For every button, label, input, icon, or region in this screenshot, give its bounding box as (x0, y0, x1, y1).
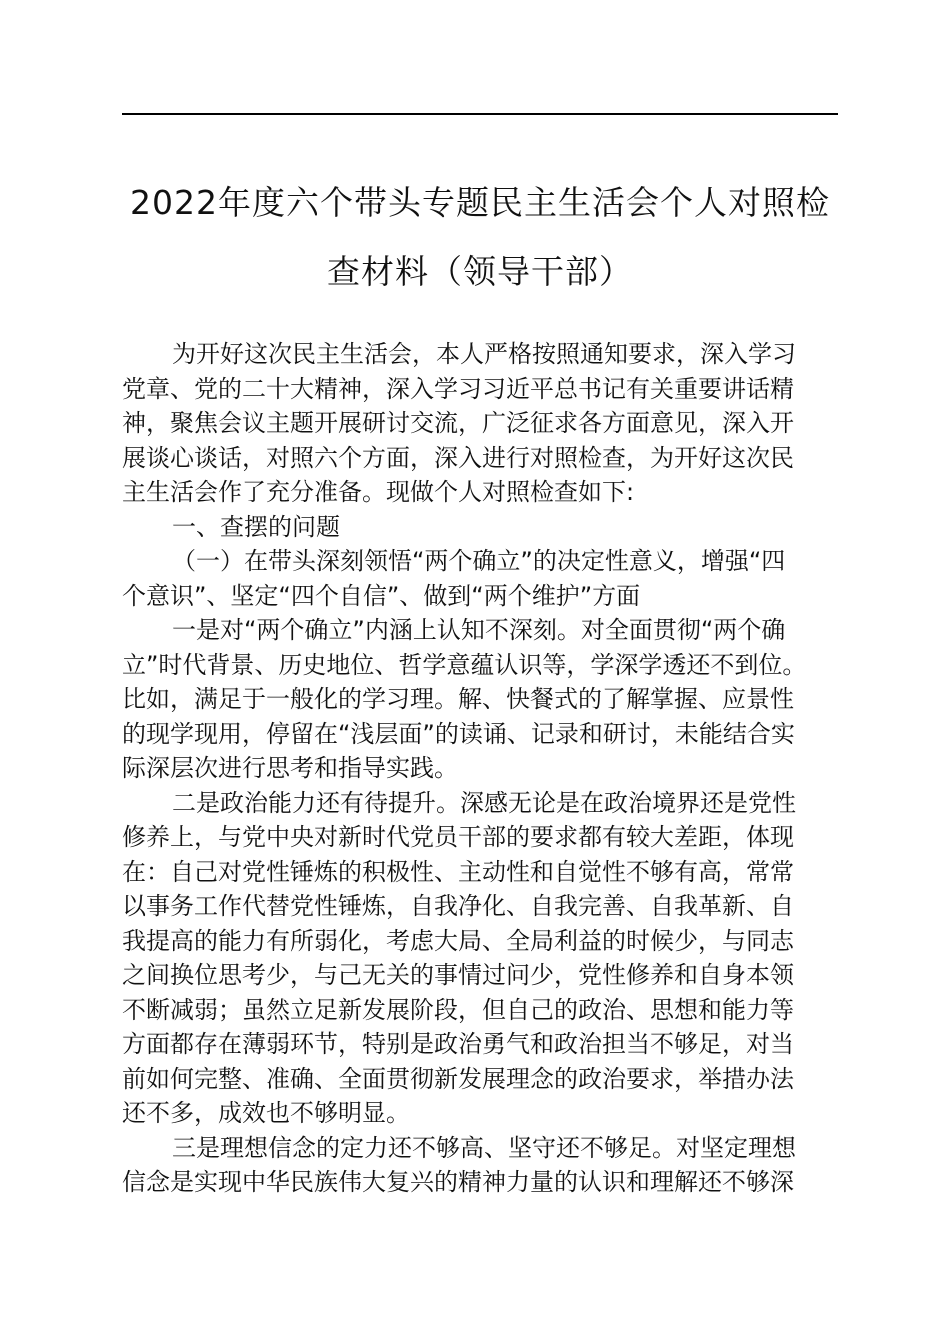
document-title (110, 168, 850, 306)
text-line: 二是政治能力还有待提升。深感无论是在政治境界还是党性 (172, 788, 796, 817)
text-line: 不断减弱；虽然立足新发展阶段，但自己的政治、思想和能力等 (122, 995, 794, 1024)
text-line: 三是理想信念的定力还不够高、坚守还不够足。对坚定理想 (172, 1133, 796, 1162)
text-line: 一、查摆的问题 (172, 512, 340, 541)
text-line: 比如，满足于一般化的学习理。解、快餐式的了解掌握、应景性 (122, 685, 794, 713)
text-line: 为开好这次民主生活会，本人严格按照通知要求，深入学习 (172, 340, 796, 368)
section-heading (122, 510, 842, 545)
text-line: （一）在带头深刻领悟“两个确立”的决定性意义，增强“四 (172, 547, 786, 575)
paragraph-point-two (122, 786, 842, 1131)
text-line: 修养上，与党中央对新时代党员干部的要求都有较大差距，体现 (122, 823, 794, 851)
paragraph-point-one (122, 613, 842, 786)
title-line: 2022年度六个带头专题民主生活会个人对照检 (130, 183, 830, 222)
text-line: 的现学现用，停留在“浅层面”的读诵、记录和研讨，未能结合实 (122, 719, 795, 748)
document-body (122, 337, 842, 1200)
text-line: 主生活会作了充分准备。现做个人对照检查如下: (122, 478, 635, 506)
header-rule (122, 113, 838, 115)
text-line: 还不多，成效也不够明显。 (122, 1099, 410, 1127)
text-line: 个意识”、坚定“四个自信”、做到“两个维护”方面 (122, 581, 641, 610)
subsection-heading (122, 544, 842, 613)
text-line: 际深层次进行思考和指导实践。 (122, 754, 458, 782)
title-line: 查材料（领导干部） (327, 252, 633, 291)
text-line: 立”时代背景、历史地位、哲学意蕴认识等，学深学透还不到位。 (122, 650, 807, 679)
paragraph-point-three (122, 1131, 842, 1200)
text-line: 之间换位思考少，与己无关的事情过问少，党性修养和自身本领 (122, 961, 794, 989)
text-line: 展谈心谈话，对照六个方面，深入进行对照检查，为开好这次民 (122, 443, 794, 472)
text-line: 党章、党的二十大精神，深入学习习近平总书记有关重要讲话精 (122, 374, 794, 403)
text-line: 以事务工作代替党性锤炼，自我净化、自我完善、自我革新、自 (122, 892, 794, 920)
text-line: 一是对“两个确立”内涵上认知不深刻。对全面贯彻“两个确 (172, 616, 786, 644)
text-line: 前如何完整、准确、全面贯彻新发展理念的政治要求，举措办法 (122, 1064, 794, 1093)
text-line: 信念是实现中华民族伟大复兴的精神力量的认识和理解还不够深 (122, 1168, 794, 1196)
text-line: 方面都存在薄弱环节，特别是政治勇气和政治担当不够足，对当 (122, 1030, 794, 1058)
text-line: 我提高的能力有所弱化，考虑大局、全局利益的时候少，与同志 (122, 926, 794, 955)
text-line: 在：自己对党性锤炼的积极性、主动性和自觉性不够有高，常常 (122, 857, 794, 886)
text-line: 神，聚焦会议主题开展研讨交流，广泛征求各方面意见，深入开 (122, 409, 794, 437)
paragraph-intro (122, 337, 842, 510)
